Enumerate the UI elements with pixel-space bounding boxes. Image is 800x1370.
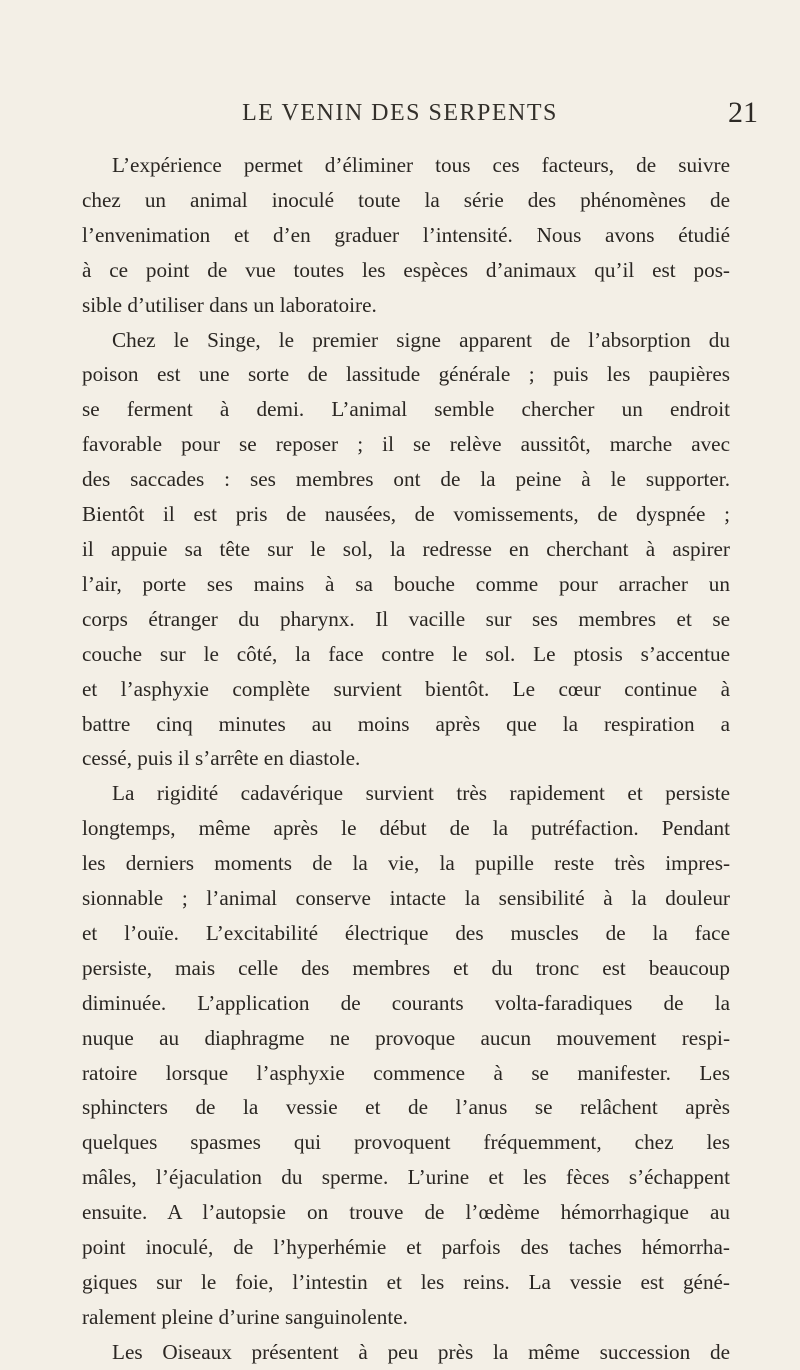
text-line: couche sur le côté, la face contre le sol. Le ptosis s’accentue <box>82 641 730 666</box>
text-line: L’expérience permet d’éliminer tous ces facteurs, de suivre <box>112 153 730 177</box>
page-header <box>60 96 758 136</box>
text-line: les derniers moments de la vie, la pupille reste très impres- <box>82 851 730 876</box>
text-line: se ferment à demi. L’animal semble chercher un endroit <box>82 397 730 422</box>
text-line: l’air, porte ses mains à sa bouche comme pour arracher un <box>82 571 730 596</box>
text-line: l’envenimation et d’en graduer l’intensité. Nous avons étudié <box>82 222 730 247</box>
text-line: quelques spasmes qui provoquent fréquemment, chez les <box>82 1130 730 1155</box>
text-line: Chez le Singe, le premier signe apparent de l’absorption du <box>112 327 730 352</box>
text-line: ralement pleine d’urine sanguinolente. <box>82 1304 408 1329</box>
text-line: sible d’utiliser dans un laboratoire. <box>82 292 377 317</box>
text-line: corps étranger du pharynx. Il vacille sur ses membres et se <box>82 606 730 631</box>
text-line: point inoculé, de l’hyperhémie et parfois des taches hémorrha- <box>82 1235 730 1260</box>
text-line: chez un animal inoculé toute la série des phénomènes de <box>82 187 730 212</box>
text-line: battre cinq minutes au moins après que la respiration a <box>82 711 730 736</box>
text-line: sphincters de la vessie et de l’anus se relâchent après <box>82 1095 730 1120</box>
text-line: il appuie sa tête sur le sol, la redresse en cherchant à aspirer <box>82 536 730 561</box>
body-text <box>82 148 730 1370</box>
text-line: longtemps, même après le début de la putréfaction. Pendant <box>82 816 730 841</box>
text-line: Les Oiseaux présentent à peu près la même succession de <box>112 1339 730 1364</box>
text-line: ratoire lorsque l’asphyxie commence à se manifester. Les <box>82 1060 730 1085</box>
text-line: et l’ouïe. L’excitabilité électrique des muscles de la face <box>82 920 730 945</box>
text-line: des saccades : ses membres ont de la peine à le supporter. <box>82 467 730 492</box>
text-line: diminuée. L’application de courants volta-faradiques de la <box>82 990 730 1015</box>
text-line: poison est une sorte de lassitude générale ; puis les paupières <box>82 362 730 387</box>
text-line: ensuite. A l’autopsie on trouve de l’œdème hémorrhagique au <box>82 1200 730 1225</box>
text-line: persiste, mais celle des membres et du tronc est beaucoup <box>82 955 730 980</box>
text-line: La rigidité cadavérique survient très rapidement et persiste <box>112 781 730 806</box>
text-line: nuque au diaphragme ne provoque aucun mouvement respi- <box>82 1025 730 1050</box>
text-line: favorable pour se reposer ; il se relève aussitôt, marche avec <box>82 432 730 457</box>
page-number: 21 <box>728 96 758 129</box>
text-line: sionnable ; l’animal conserve intacte la sensibilité à la douleur <box>82 886 730 911</box>
running-title: LE VENIN DES SERPENTS <box>242 100 558 126</box>
text-line: mâles, l’éjaculation du sperme. L’urine et les fèces s’échappent <box>82 1165 730 1190</box>
text-line: cessé, puis il s’arrête en diastole. <box>82 746 361 771</box>
text-line: et l’asphyxie complète survient bientôt. Le cœur continue à <box>82 676 730 701</box>
text-line: Bientôt il est pris de nausées, de vomissements, de dyspnée ; <box>82 502 730 527</box>
text-line: à ce point de vue toutes les espèces d’animaux qu’il est pos- <box>82 257 730 282</box>
text-line: giques sur le foie, l’intestin et les reins. La vessie est géné- <box>82 1270 730 1294</box>
